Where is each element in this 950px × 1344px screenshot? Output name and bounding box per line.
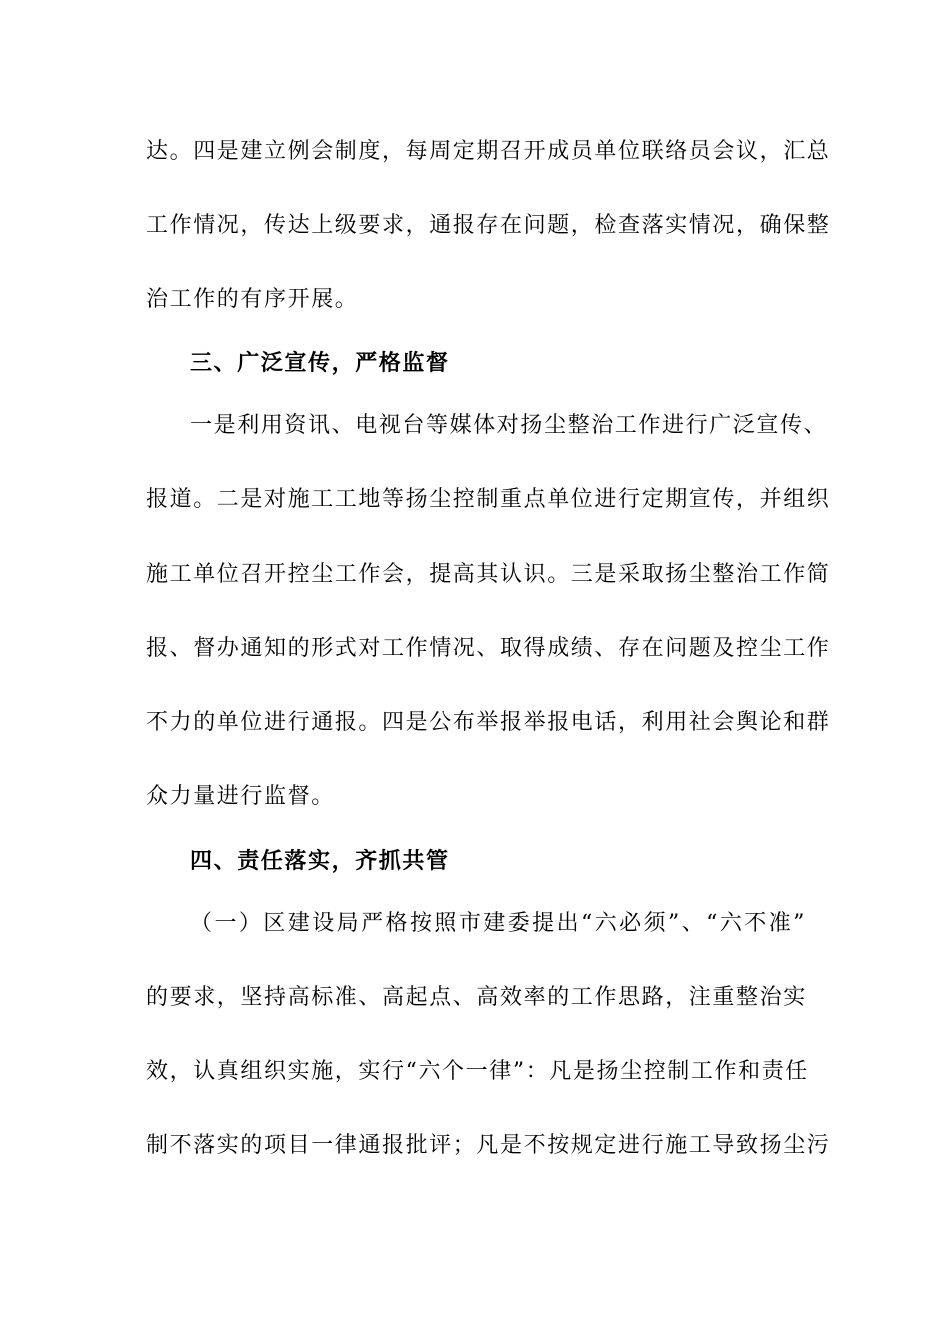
paragraph-line: 达。四是建立例会制度，每周定期召开成员单位联络员会议，汇总: [146, 139, 831, 164]
paragraph-line: 治工作的有序开展。: [146, 287, 359, 312]
paragraph-line: （一）区建设局严格按照市建委提出“六必须”、“六不准”: [190, 911, 806, 936]
paragraph-line: 工作情况，传达上级要求，通报存在问题，检查落实情况，确保整: [146, 213, 831, 238]
paragraph-line: 的要求，坚持高标准、高起点、高效率的工作思路，注重整治实: [146, 985, 807, 1010]
paragraph-line: 效，认真组织实施，实行“六个一律”：凡是扬尘控制工作和责任: [146, 1059, 809, 1084]
section-heading-4: 四、责任落实，齐抓共管: [190, 848, 450, 874]
paragraph-line: 一是利用资讯、电视台等媒体对扬尘整治工作进行广泛宣传、: [190, 413, 828, 438]
paragraph-line: 报道。二是对施工工地等扬尘控制重点单位进行定期宣传，并组织: [146, 487, 831, 512]
paragraph-line: 制不落实的项目一律通报批评；凡是不按规定进行施工导致扬尘污: [146, 1133, 831, 1158]
paragraph-line: 报、督办通知的形式对工作情况、取得成绩、存在问题及控尘工作: [146, 636, 831, 661]
paragraph-line: 众力量进行监督。: [146, 784, 335, 809]
paragraph-line: 施工单位召开控尘工作会，提高其认识。三是采取扬尘整治工作简: [146, 562, 831, 587]
section-heading-3: 三、广泛宣传，严格监督: [190, 350, 450, 376]
paragraph-line: 不力的单位进行通报。四是公布举报举报电话，利用社会舆论和群: [146, 710, 831, 735]
